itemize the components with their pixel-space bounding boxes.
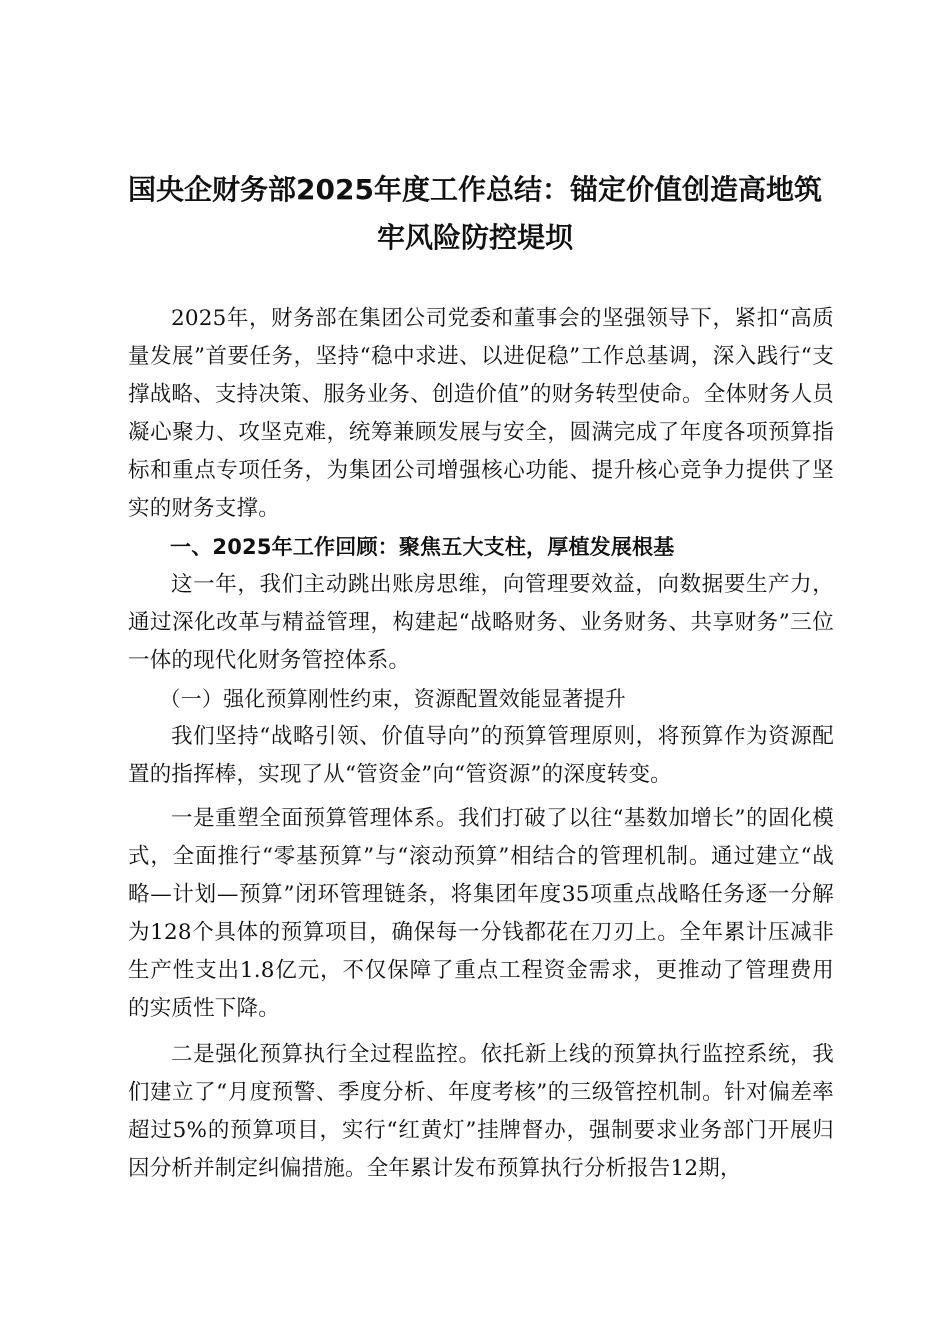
document-body (128, 300, 834, 1188)
subsection-heading-1: （一）强化预算刚性约束，资源配置效能显著提升 (159, 687, 626, 711)
intro-paragraph: 2025年，财务部在集团公司党委和董事会的坚强领导下，紧扣“高质量发展”首要任务，坚持“稳中求进、以进促稳”工作总基调，深入践行“支撑战略、支持决策、服务业务、创造价值”的财务转型使命。全体财务人员凝心聚力、攻坚克难，统筹兼顾发展与安全，圆满完成了年度各项预算指标和重点专项任务，为集团公司增强核心功能、提升核心竞争力提供了坚实的财务支撑。 (128, 306, 834, 521)
point-two-paragraph: 二是强化预算执行全过程监控。依托新上线的预算执行监控系统，我们建立了“月度预警、季度分析、年度考核”的三级管控机制。针对偏差率超过5%的预算项目，实行“红黄灯”挂牌督办，强制要求业务部门开展归因分析并制定纠偏措施。全年累计发布预算执行分析报告12期， (128, 1042, 834, 1181)
subsection-intro-paragraph: 我们坚持“战略引领、价值导向”的预算管理原则，将预算作为资源配置的指挥棒，实现了从“管资金”向“管资源”的深度转变。 (128, 724, 834, 787)
document-title (110, 166, 840, 262)
section-heading-1: 一、2025年工作回顾：聚焦五大支柱，厚植发展根基 (170, 535, 675, 559)
section-intro-paragraph: 这一年，我们主动跳出账房思维，向管理要效益，向数据要生产力，通过深化改革与精益管理，构建起“战略财务、业务财务、共享财务”三位一体的现代化财务管控体系。 (128, 572, 834, 673)
point-one-paragraph: 一是重塑全面预算管理体系。我们打破了以往“基数加增长”的固化模式，全面推行“零基预算”与“滚动预算”相结合的管理机制。通过建立“战略—计划—预算”闭环管理链条，将集团年度35项重点战略任务逐一分解为128个具体的预算项目，确保每一分钱都花在刀刃上。全年累计压减非生产性支出1.8亿元，不仅保障了重点工程资金需求，更推动了管理费用的实质性下降。 (128, 806, 834, 1021)
title-line-1: 国央企财务部2025年度工作总结：锚定价值创造高地筑 (128, 173, 822, 206)
title-line-2: 牢风险防控堤坝 (376, 221, 573, 254)
